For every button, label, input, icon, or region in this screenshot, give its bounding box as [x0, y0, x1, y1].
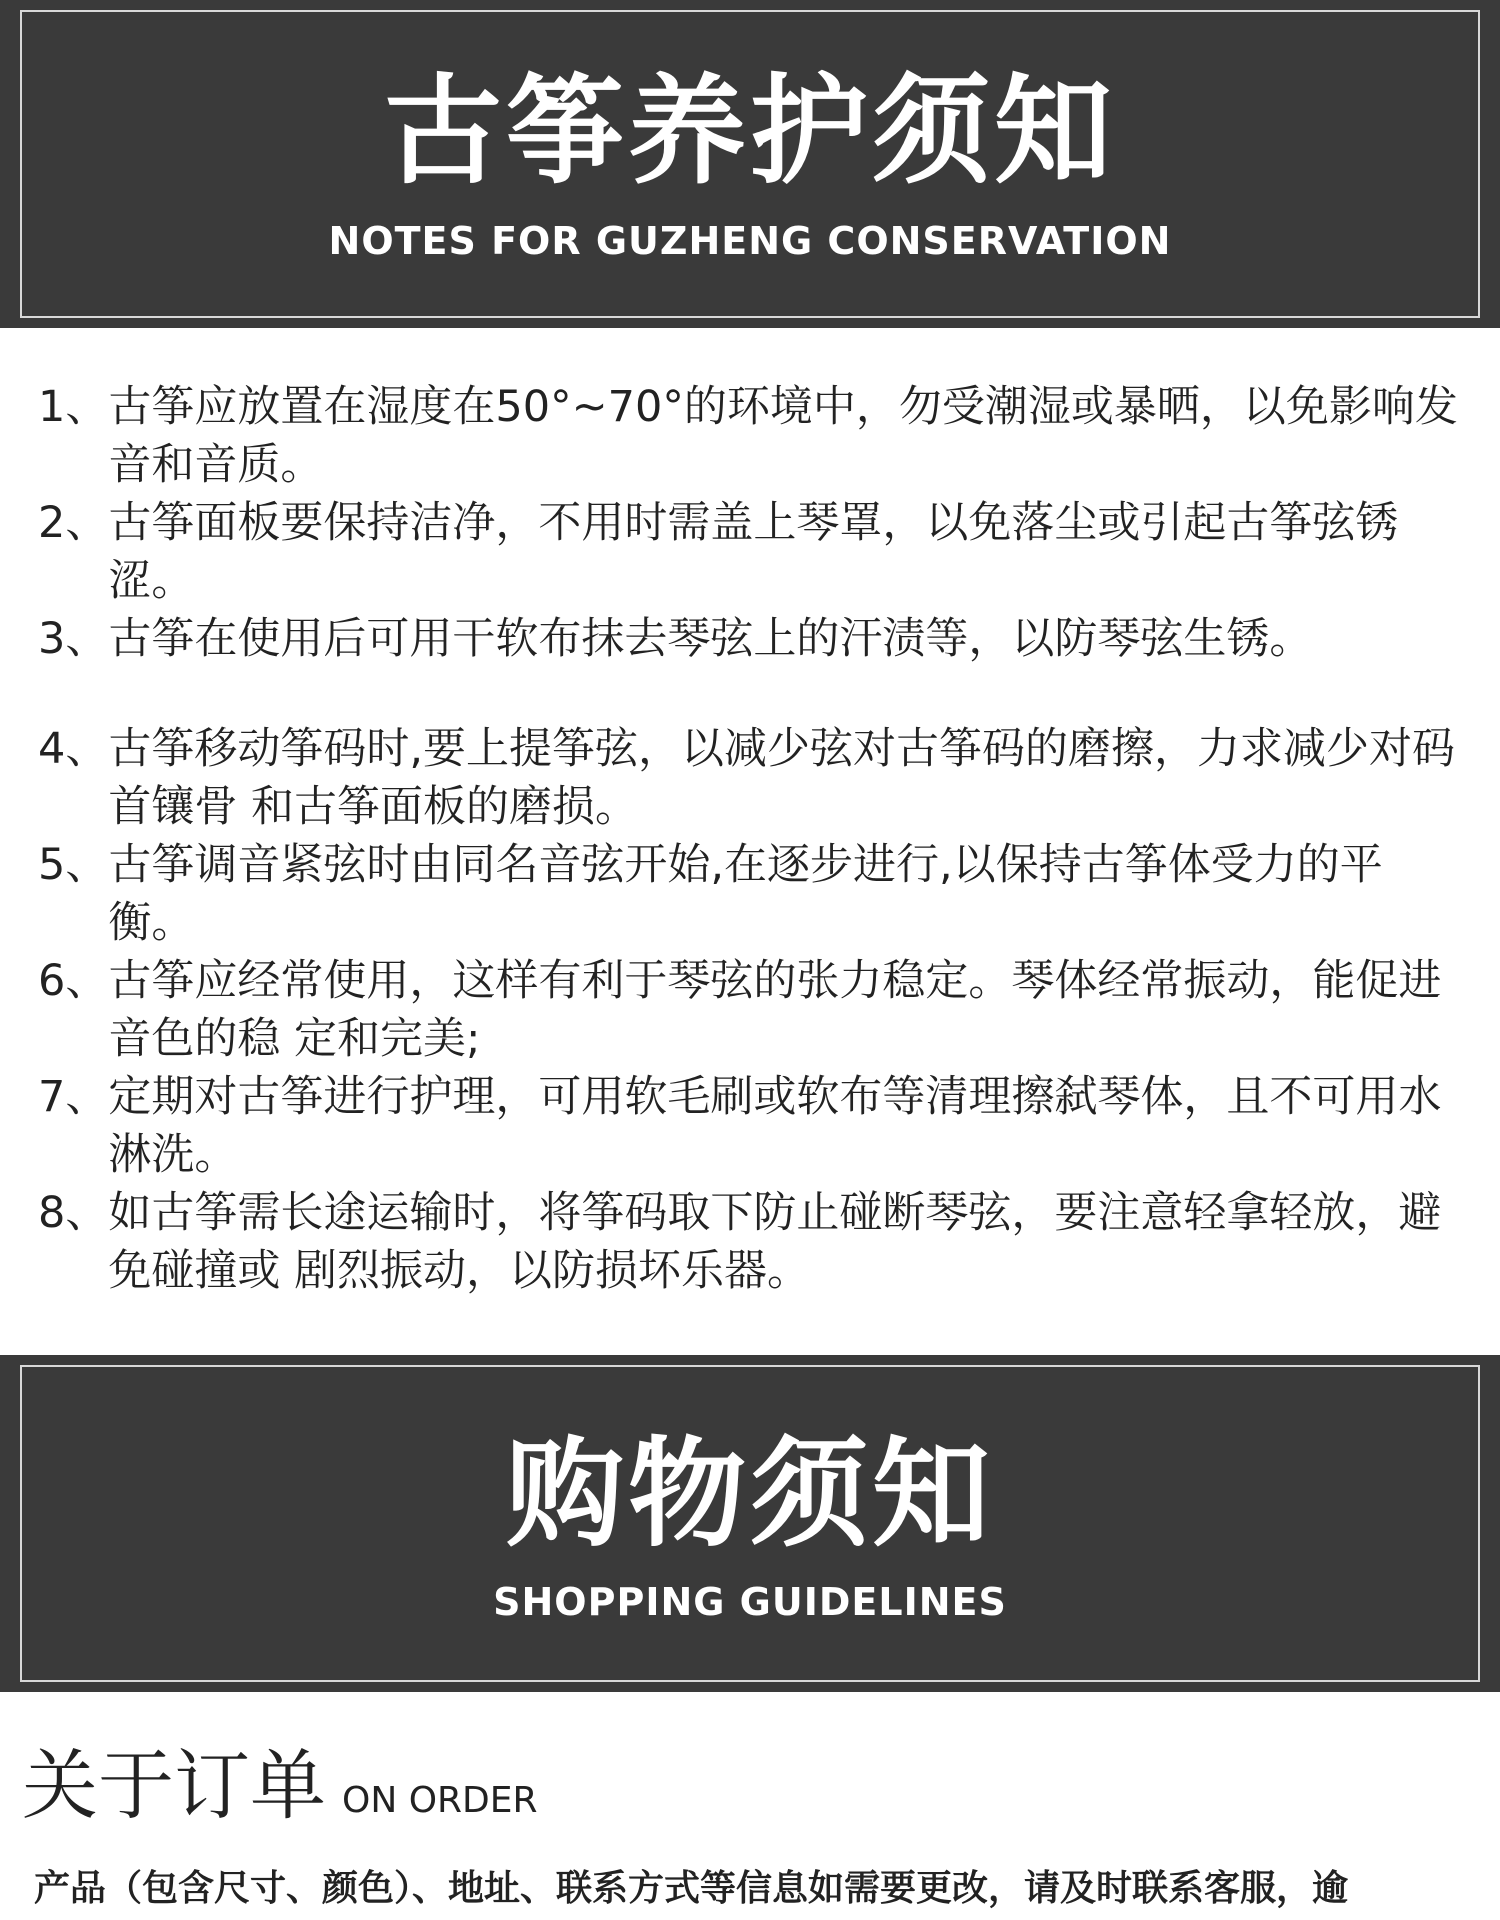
care-note-1 [38, 378, 1468, 494]
care-banner [0, 0, 1500, 328]
care-note-number: 2、 [38, 498, 109, 548]
care-note-number: 1、 [38, 382, 109, 432]
order-subtitle: ON ORDER [342, 1780, 538, 1821]
care-note-4 [38, 720, 1468, 836]
care-subtitle: NOTES FOR GUZHENG CONSERVATION [328, 219, 1172, 263]
care-notes-list [38, 378, 1468, 1300]
care-title: 古筝养护须知 [383, 62, 1116, 200]
care-note-2 [38, 494, 1468, 610]
care-note-7 [38, 1068, 1468, 1184]
care-note-text: 如古筝需长途运输时，将筝码取下防止碰断琴弦，要注意轻拿轻放，避免碰撞或 剧烈振动，以防损坏乐器。 [108, 1188, 1442, 1296]
care-note-number: 8、 [38, 1188, 109, 1238]
care-note-text: 古筝移动筝码时,要上提筝弦，以减少弦对古筝码的磨擦，力求减少对码首镶骨 和古筝面板的磨损。 [108, 724, 1456, 832]
care-note-number: 6、 [38, 956, 109, 1006]
care-note-6 [38, 952, 1468, 1068]
order-heading [22, 1741, 538, 1830]
shopping-title: 购物须知 [505, 1425, 994, 1563]
care-note-number: 4、 [38, 724, 109, 774]
care-note-text: 古筝面板要保持洁净，不用时需盖上琴罩，以免落尘或引起古筝弦锈涩。 [108, 498, 1399, 606]
care-note-8 [38, 1184, 1468, 1300]
care-note-text: 定期对古筝进行护理，可用软毛刷或软布等清理擦弑琴体，且不可用水淋洗。 [108, 1072, 1442, 1180]
care-note-text: 古筝在使用后可用干软布抹去琴弦上的汗渍等，以防琴弦生锈。 [108, 614, 1313, 664]
care-note-number: 3、 [38, 614, 109, 664]
order-title: 关于订单 [22, 1741, 326, 1830]
shopping-subtitle: SHOPPING GUIDELINES [493, 1580, 1007, 1624]
care-note-5 [38, 836, 1468, 952]
care-note-number: 5、 [38, 840, 109, 890]
care-note-number: 7、 [38, 1072, 109, 1122]
care-note-text: 古筝应放置在湿度在50°~70°的环境中，勿受潮湿或暴晒，以免影响发音和音质。 [108, 382, 1458, 490]
care-note-text: 古筝应经常使用，这样有利于琴弦的张力稳定。琴体经常振动，能促进音色的稳 定和完美; [108, 956, 1442, 1064]
shopping-banner [0, 1355, 1500, 1692]
order-paragraph: 产品（包含尺寸、颜色）、地址、联系方式等信息如需要更改，请及时联系客服，逾 [34, 1868, 1349, 1909]
care-note-text: 古筝调音紧弦时由同名音弦开始,在逐步进行,以保持古筝体受力的平衡。 [108, 840, 1383, 948]
care-note-3 [38, 610, 1468, 668]
